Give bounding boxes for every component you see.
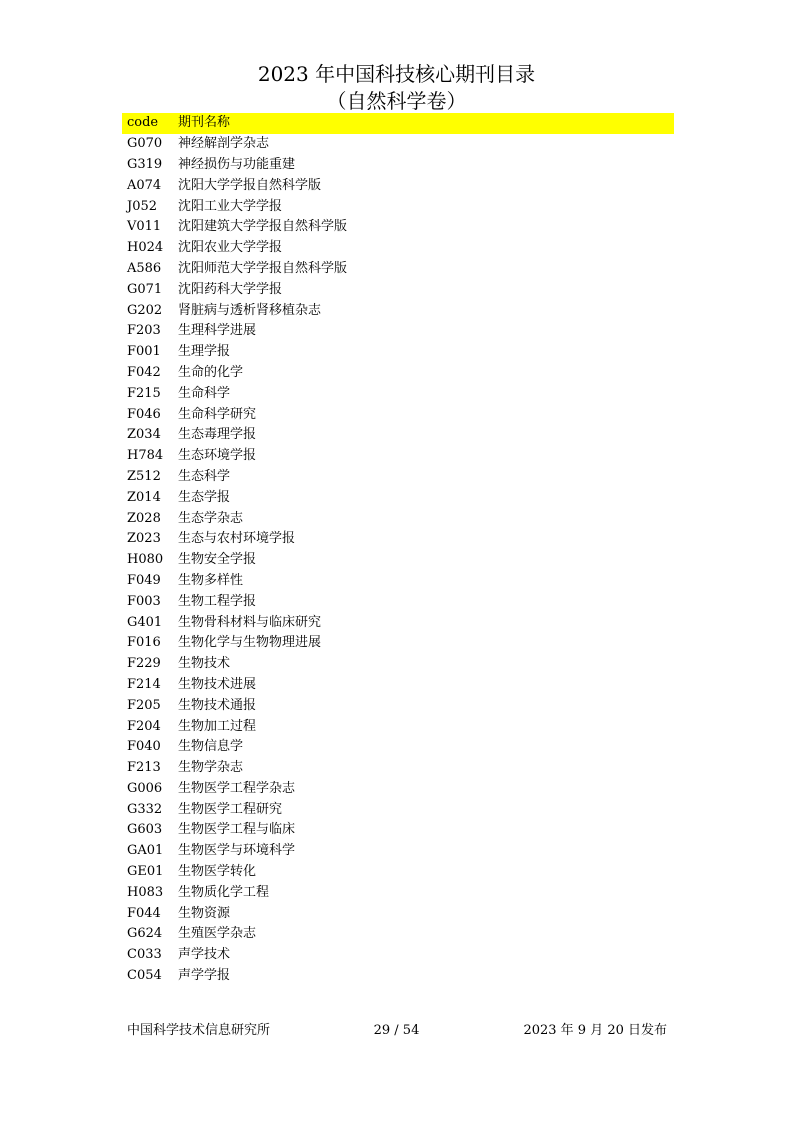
- table-header-row: [122, 113, 674, 134]
- journal-name: 沈阳农业大学学报: [178, 240, 283, 256]
- journal-name: 生物资源: [178, 905, 231, 921]
- journal-code: G624: [127, 926, 163, 942]
- journal-code: Z034: [127, 427, 161, 443]
- journal-name: 生命科学: [178, 385, 231, 401]
- journal-code: G319: [127, 156, 163, 172]
- journal-name: 生物技术进展: [178, 676, 257, 692]
- table-row: [122, 675, 674, 696]
- journal-code: Z023: [127, 531, 161, 547]
- journal-name: 生殖医学杂志: [178, 926, 257, 942]
- journal-code: C033: [127, 947, 162, 963]
- journal-name: 沈阳师范大学学报自然科学版: [178, 260, 348, 276]
- journal-code: F001: [127, 344, 161, 360]
- document-subtitle: （自然科学卷）: [326, 89, 467, 113]
- journal-code: Z512: [127, 468, 161, 484]
- table-row: [122, 383, 674, 404]
- table-row: [122, 134, 674, 155]
- footer-date: 2023 年 9 月 20 日发布: [523, 1023, 667, 1038]
- journal-name: 生物医学工程与临床: [178, 822, 296, 838]
- journal-code: F040: [127, 739, 161, 755]
- journal-name: 肾脏病与透析肾移植杂志: [178, 302, 322, 318]
- table-row: [122, 467, 674, 488]
- journal-code: G202: [127, 302, 163, 318]
- journal-code: F203: [127, 323, 161, 339]
- journal-name: 生物医学转化: [178, 864, 257, 880]
- table-row: [122, 279, 674, 300]
- document-title: 2023 年中国科技核心期刊目录: [257, 62, 536, 86]
- table-body: [122, 134, 674, 987]
- table-row: [122, 321, 674, 342]
- table-row: [122, 259, 674, 280]
- journal-name: 生态环境学报: [178, 448, 257, 464]
- table-row: [122, 779, 674, 800]
- journal-name: 沈阳建筑大学学报自然科学版: [178, 219, 348, 235]
- table-row: [122, 529, 674, 550]
- table-row: [122, 903, 674, 924]
- table-row: [122, 633, 674, 654]
- journal-name: 生命科学研究: [178, 406, 257, 422]
- journal-code: H083: [127, 884, 164, 900]
- journal-name: 沈阳大学学报自然科学版: [178, 177, 322, 193]
- journal-code: G401: [127, 614, 163, 630]
- journal-name: 沈阳工业大学学报: [178, 198, 283, 214]
- journal-code: H784: [127, 448, 164, 464]
- table-row: [122, 924, 674, 945]
- journal-code: F213: [127, 760, 161, 776]
- journal-name: 生物技术: [178, 656, 231, 672]
- table-row: [122, 862, 674, 883]
- journal-name: 生物加工过程: [178, 718, 257, 734]
- table-row: [122, 175, 674, 196]
- journal-name: 生物工程学报: [178, 593, 257, 609]
- table-row: [122, 654, 674, 675]
- table-row: [122, 155, 674, 176]
- journal-code: H024: [127, 240, 164, 256]
- journal-code: GA01: [127, 843, 164, 859]
- journal-name: 生物多样性: [178, 572, 244, 588]
- journal-name: 生态毒理学报: [178, 427, 257, 443]
- journal-name: 生物学杂志: [178, 760, 244, 776]
- journal-code: J052: [127, 198, 158, 214]
- journal-code: G070: [127, 136, 163, 152]
- journal-name: 生物骨科材料与临床研究: [178, 614, 322, 630]
- journal-name: 神经解剖学杂志: [178, 136, 270, 152]
- journal-code: F042: [127, 364, 161, 380]
- footer-publisher: 中国科学技术信息研究所: [127, 1023, 271, 1038]
- table-row: [122, 841, 674, 862]
- table-row: [122, 966, 674, 987]
- table-row: [122, 446, 674, 467]
- journal-code: A074: [127, 177, 162, 193]
- journal-code: F046: [127, 406, 161, 422]
- table-row: [122, 799, 674, 820]
- journal-code: V011: [127, 219, 162, 235]
- table-row: [122, 550, 674, 571]
- journal-name: 生物技术通报: [178, 697, 257, 713]
- table-row: [122, 487, 674, 508]
- journal-name: 生态科学: [178, 468, 231, 484]
- journal-name: 生命的化学: [178, 364, 244, 380]
- journal-code: F044: [127, 905, 161, 921]
- table-row: [122, 758, 674, 779]
- table-row: [122, 695, 674, 716]
- journal-name: 生物质化学工程: [178, 884, 270, 900]
- header-name: 期刊名称: [178, 115, 231, 131]
- table-row: [122, 508, 674, 529]
- table-row: [122, 882, 674, 903]
- journal-name: 生物信息学: [178, 739, 244, 755]
- table-row: [122, 737, 674, 758]
- table-row: [122, 571, 674, 592]
- journal-name: 生物医学与环境科学: [178, 843, 296, 859]
- journal-name: 声学学报: [178, 968, 231, 984]
- journal-code: F214: [127, 676, 161, 692]
- journal-code: G006: [127, 780, 163, 796]
- table-row: [122, 945, 674, 966]
- journal-code: F016: [127, 635, 161, 651]
- journal-code: F204: [127, 718, 161, 734]
- table-row: [122, 591, 674, 612]
- table-row: [122, 404, 674, 425]
- table-row: [122, 196, 674, 217]
- journal-code: C054: [127, 968, 162, 984]
- journal-name: 生物化学与生物物理进展: [178, 635, 322, 651]
- journal-name: 声学技术: [178, 947, 231, 963]
- footer-page-number: 29 / 54: [373, 1023, 420, 1038]
- table-row: [122, 217, 674, 238]
- table-row: [122, 238, 674, 259]
- table-row: [122, 425, 674, 446]
- journal-code: GE01: [127, 864, 164, 880]
- journal-code: Z014: [127, 489, 161, 505]
- journal-code: G071: [127, 281, 163, 297]
- journal-name: 生物医学工程学杂志: [178, 780, 296, 796]
- journal-code: A586: [127, 260, 162, 276]
- journal-code: F215: [127, 385, 161, 401]
- header-code: code: [127, 115, 159, 131]
- journal-name: 生理科学进展: [178, 323, 257, 339]
- journal-name: 生理学报: [178, 344, 231, 360]
- journal-code: G603: [127, 822, 163, 838]
- journal-code: Z028: [127, 510, 161, 526]
- table-row: [122, 820, 674, 841]
- journal-code: F229: [127, 656, 161, 672]
- journal-code: H080: [127, 552, 164, 568]
- journal-code: F205: [127, 697, 161, 713]
- journal-name: 神经损伤与功能重建: [178, 156, 296, 172]
- table-row: [122, 612, 674, 633]
- journal-code: F003: [127, 593, 161, 609]
- journal-code: G332: [127, 801, 163, 817]
- journal-name: 生态学杂志: [178, 510, 244, 526]
- journal-code: F049: [127, 572, 161, 588]
- table-row: [122, 300, 674, 321]
- journal-name: 生物安全学报: [178, 552, 257, 568]
- journal-name: 生物医学工程研究: [178, 801, 283, 817]
- journal-name: 沈阳药科大学学报: [178, 281, 283, 297]
- table-row: [122, 363, 674, 384]
- journal-name: 生态与农村环境学报: [178, 531, 296, 547]
- journal-name: 生态学报: [178, 489, 231, 505]
- page-footer: [0, 1021, 793, 1041]
- journal-table: [122, 113, 674, 986]
- table-row: [122, 716, 674, 737]
- table-row: [122, 342, 674, 363]
